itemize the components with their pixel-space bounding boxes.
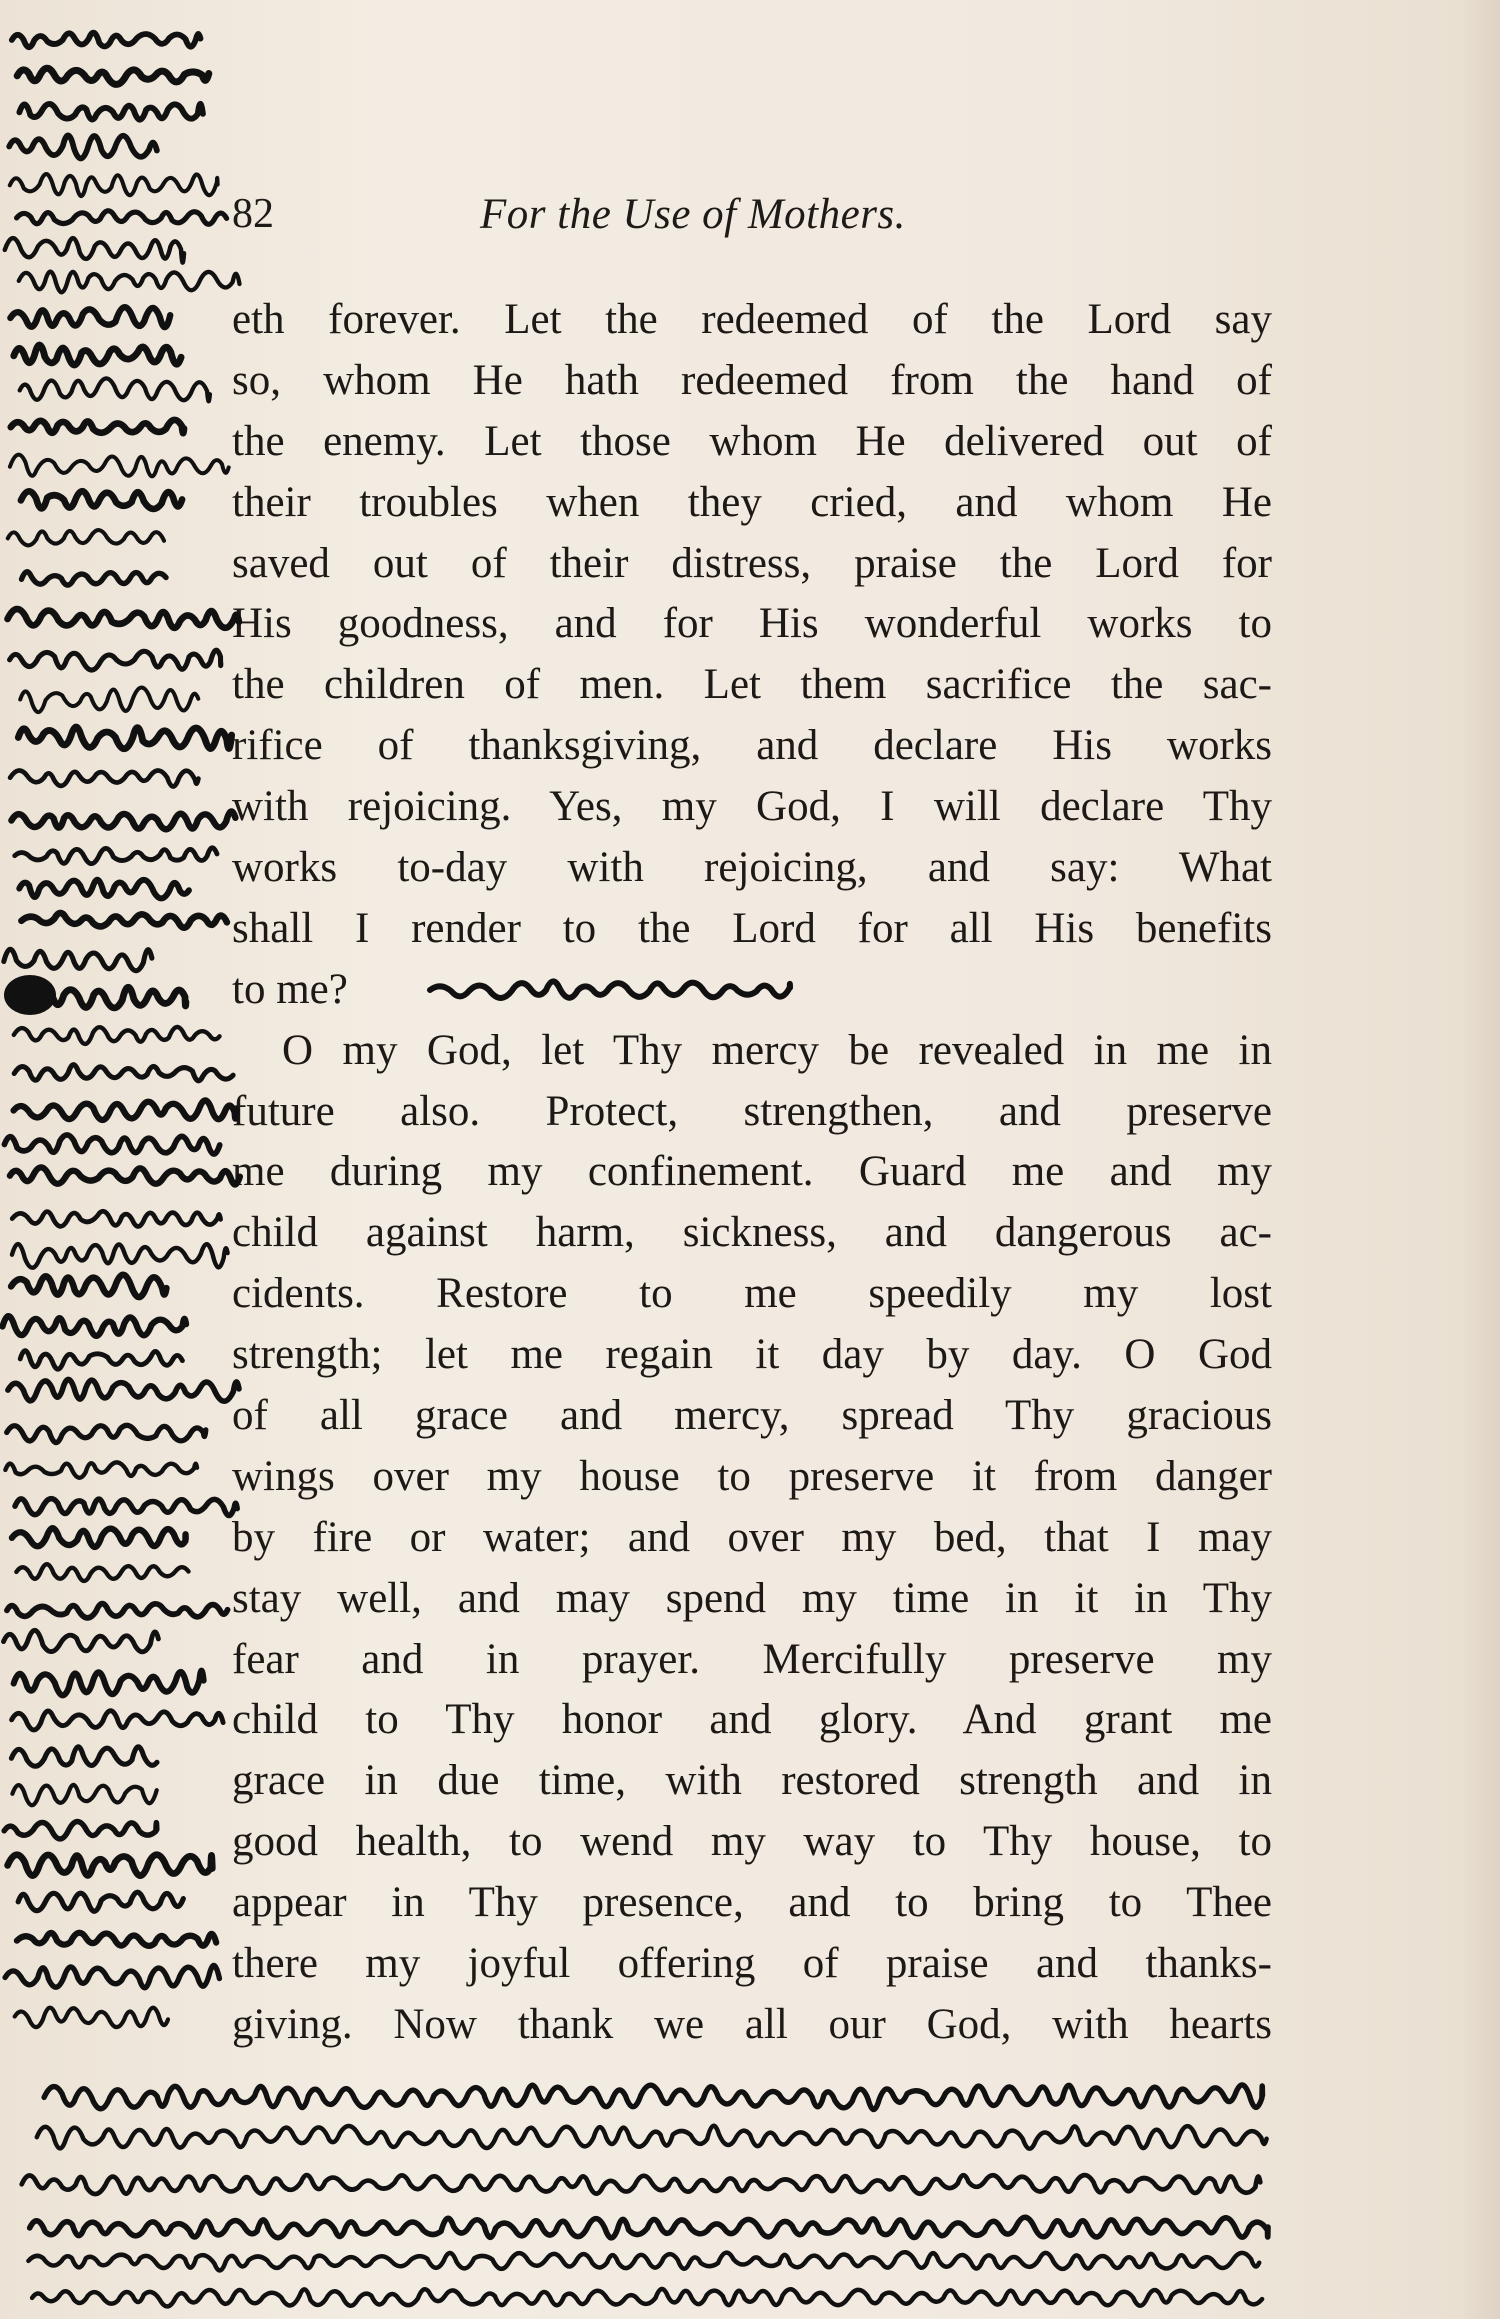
scribble-stroke xyxy=(15,1499,237,1516)
text-line: saved out of their distress, praise the Lord for xyxy=(232,539,1272,587)
scribble-stroke xyxy=(14,1671,204,1696)
text-line: of all grace and mercy, spread Thy gracious xyxy=(232,1392,1272,1440)
text-line: strength; let me regain it day by day. O God xyxy=(232,1331,1272,1379)
scribble-stroke xyxy=(14,1100,237,1120)
scribble-stroke xyxy=(12,1785,156,1805)
scribble-stroke xyxy=(5,1462,197,1477)
text-line: grace in due time, with restored strength and in xyxy=(232,1757,1272,1805)
scribble-stroke xyxy=(22,572,167,585)
scribble-stroke xyxy=(11,1275,166,1297)
scribble-stroke xyxy=(12,1211,220,1226)
scribble-stroke xyxy=(7,1425,206,1442)
scribble-stroke xyxy=(19,880,189,899)
scribble-stroke xyxy=(20,1351,182,1370)
text-line: future also. Protect, strengthen, and preserve xyxy=(232,1087,1272,1135)
scribble-stroke xyxy=(12,1711,224,1730)
paragraph-end-line: to me? xyxy=(232,965,348,1013)
scribble-stroke xyxy=(4,949,152,971)
scribble-stroke xyxy=(18,1892,183,1911)
scribble-stroke xyxy=(11,811,235,829)
scribble-stroke xyxy=(11,1747,157,1766)
scribble-stroke xyxy=(8,609,240,628)
text-line: so, whom He hath redeemed from the hand of xyxy=(232,356,1272,404)
scribble-stroke xyxy=(10,1167,240,1184)
scribble-stroke xyxy=(10,770,198,786)
scribble-stroke xyxy=(20,688,198,713)
scribble-stroke xyxy=(14,345,181,365)
scribble-stroke xyxy=(10,307,170,327)
page-edge-shadow xyxy=(1460,0,1500,2319)
text-line: by fire or water; and over my bed, that I may xyxy=(232,1513,1272,1561)
paragraph-start-line: O my God, let Thy mercy be revealed in me in xyxy=(282,1026,1272,1074)
scribble-stroke xyxy=(17,1933,216,1946)
scribble-stroke xyxy=(8,1379,239,1401)
body-text xyxy=(232,290,1272,2056)
text-line: good health, to wend my way to Thy house, to xyxy=(232,1818,1272,1866)
text-line: the children of men. Let them sacrifice the sac- xyxy=(232,661,1272,709)
scribble-stroke xyxy=(4,1135,219,1154)
scribble-stroke xyxy=(16,1564,188,1581)
ink-blot xyxy=(4,975,56,1015)
scribble-stroke xyxy=(11,987,186,1009)
scribble-stroke xyxy=(15,848,217,864)
scribble-stroke xyxy=(8,530,164,545)
text-line: their troubles when they cried, and whom He xyxy=(232,478,1272,526)
text-line: the enemy. Let those whom He delivered out of xyxy=(232,417,1272,465)
scribble-stroke xyxy=(15,2008,168,2027)
text-line: fear and in prayer. Mercifully preserve my xyxy=(232,1635,1272,1683)
running-title: For the Use of Mothers. xyxy=(480,191,906,238)
scribble-stroke xyxy=(17,68,209,84)
text-line: with rejoicing. Yes, my God, I will declare Thy xyxy=(232,783,1272,831)
page-number: 82 xyxy=(232,191,274,237)
text-line: giving. Now thank we all our God, with hearts xyxy=(232,2000,1272,2048)
scribble-stroke xyxy=(20,378,210,401)
page-header xyxy=(232,190,1272,250)
scribble-stroke xyxy=(19,104,203,120)
scribble-stroke xyxy=(28,2252,1259,2270)
text-line: His goodness, and for His wonderful works to xyxy=(232,600,1272,648)
text-line: rifice of thanksgiving, and declare His works xyxy=(232,722,1272,770)
scribble-stroke xyxy=(14,1027,220,1044)
scribble-stroke xyxy=(4,1822,157,1839)
scribble-stroke xyxy=(3,1316,187,1336)
scribble-stroke xyxy=(12,1528,186,1547)
text-line: works to-day with rejoicing, and say: What xyxy=(232,844,1272,892)
scribble-stroke xyxy=(30,2217,1268,2238)
scribble-stroke xyxy=(44,2085,1262,2110)
scribble-stroke xyxy=(21,913,227,928)
text-line: eth forever. Let the redeemed of the Lord say xyxy=(232,296,1272,343)
scribble-stroke xyxy=(8,1855,213,1876)
scribble-stroke xyxy=(11,420,184,433)
text-line: there my joyful offering of praise and thanks- xyxy=(232,1940,1272,1988)
scribble-stroke xyxy=(19,272,240,293)
scribble-stroke xyxy=(7,1604,228,1618)
scribble-stroke xyxy=(37,2126,1267,2149)
scribble-stroke xyxy=(5,1966,219,1988)
text-line: child to Thy honor and glory. And grant me xyxy=(232,1696,1272,1744)
text-line: stay well, and may spend my time in it in Thy xyxy=(232,1574,1272,1622)
scribble-stroke xyxy=(22,2175,1261,2194)
scribble-stroke xyxy=(21,491,182,509)
text-line: wings over my house to preserve it from danger xyxy=(232,1452,1272,1500)
scribble-stroke xyxy=(14,1065,233,1081)
scribble-stroke xyxy=(17,211,227,224)
text-line: me during my confinement. Guard me and my xyxy=(232,1148,1272,1196)
text-line: cidents. Restore to me speedily my lost xyxy=(232,1270,1272,1318)
scribble-stroke xyxy=(12,1244,228,1268)
text-line: appear in Thy presence, and to bring to Thee xyxy=(232,1879,1272,1927)
text-line: shall I render to the Lord for all His benefits xyxy=(232,904,1272,952)
scribble-stroke xyxy=(32,2289,1262,2306)
scribble-stroke xyxy=(10,650,221,670)
scribble-stroke xyxy=(5,238,184,262)
scribble-stroke xyxy=(9,135,157,158)
scribble-stroke xyxy=(18,727,231,749)
scribble-stroke xyxy=(10,455,229,477)
scribble-stroke xyxy=(12,33,201,48)
scribble-stroke xyxy=(10,174,218,196)
scribble-stroke xyxy=(4,1630,159,1651)
text-line: child against harm, sickness, and dangerous ac- xyxy=(232,1209,1272,1257)
